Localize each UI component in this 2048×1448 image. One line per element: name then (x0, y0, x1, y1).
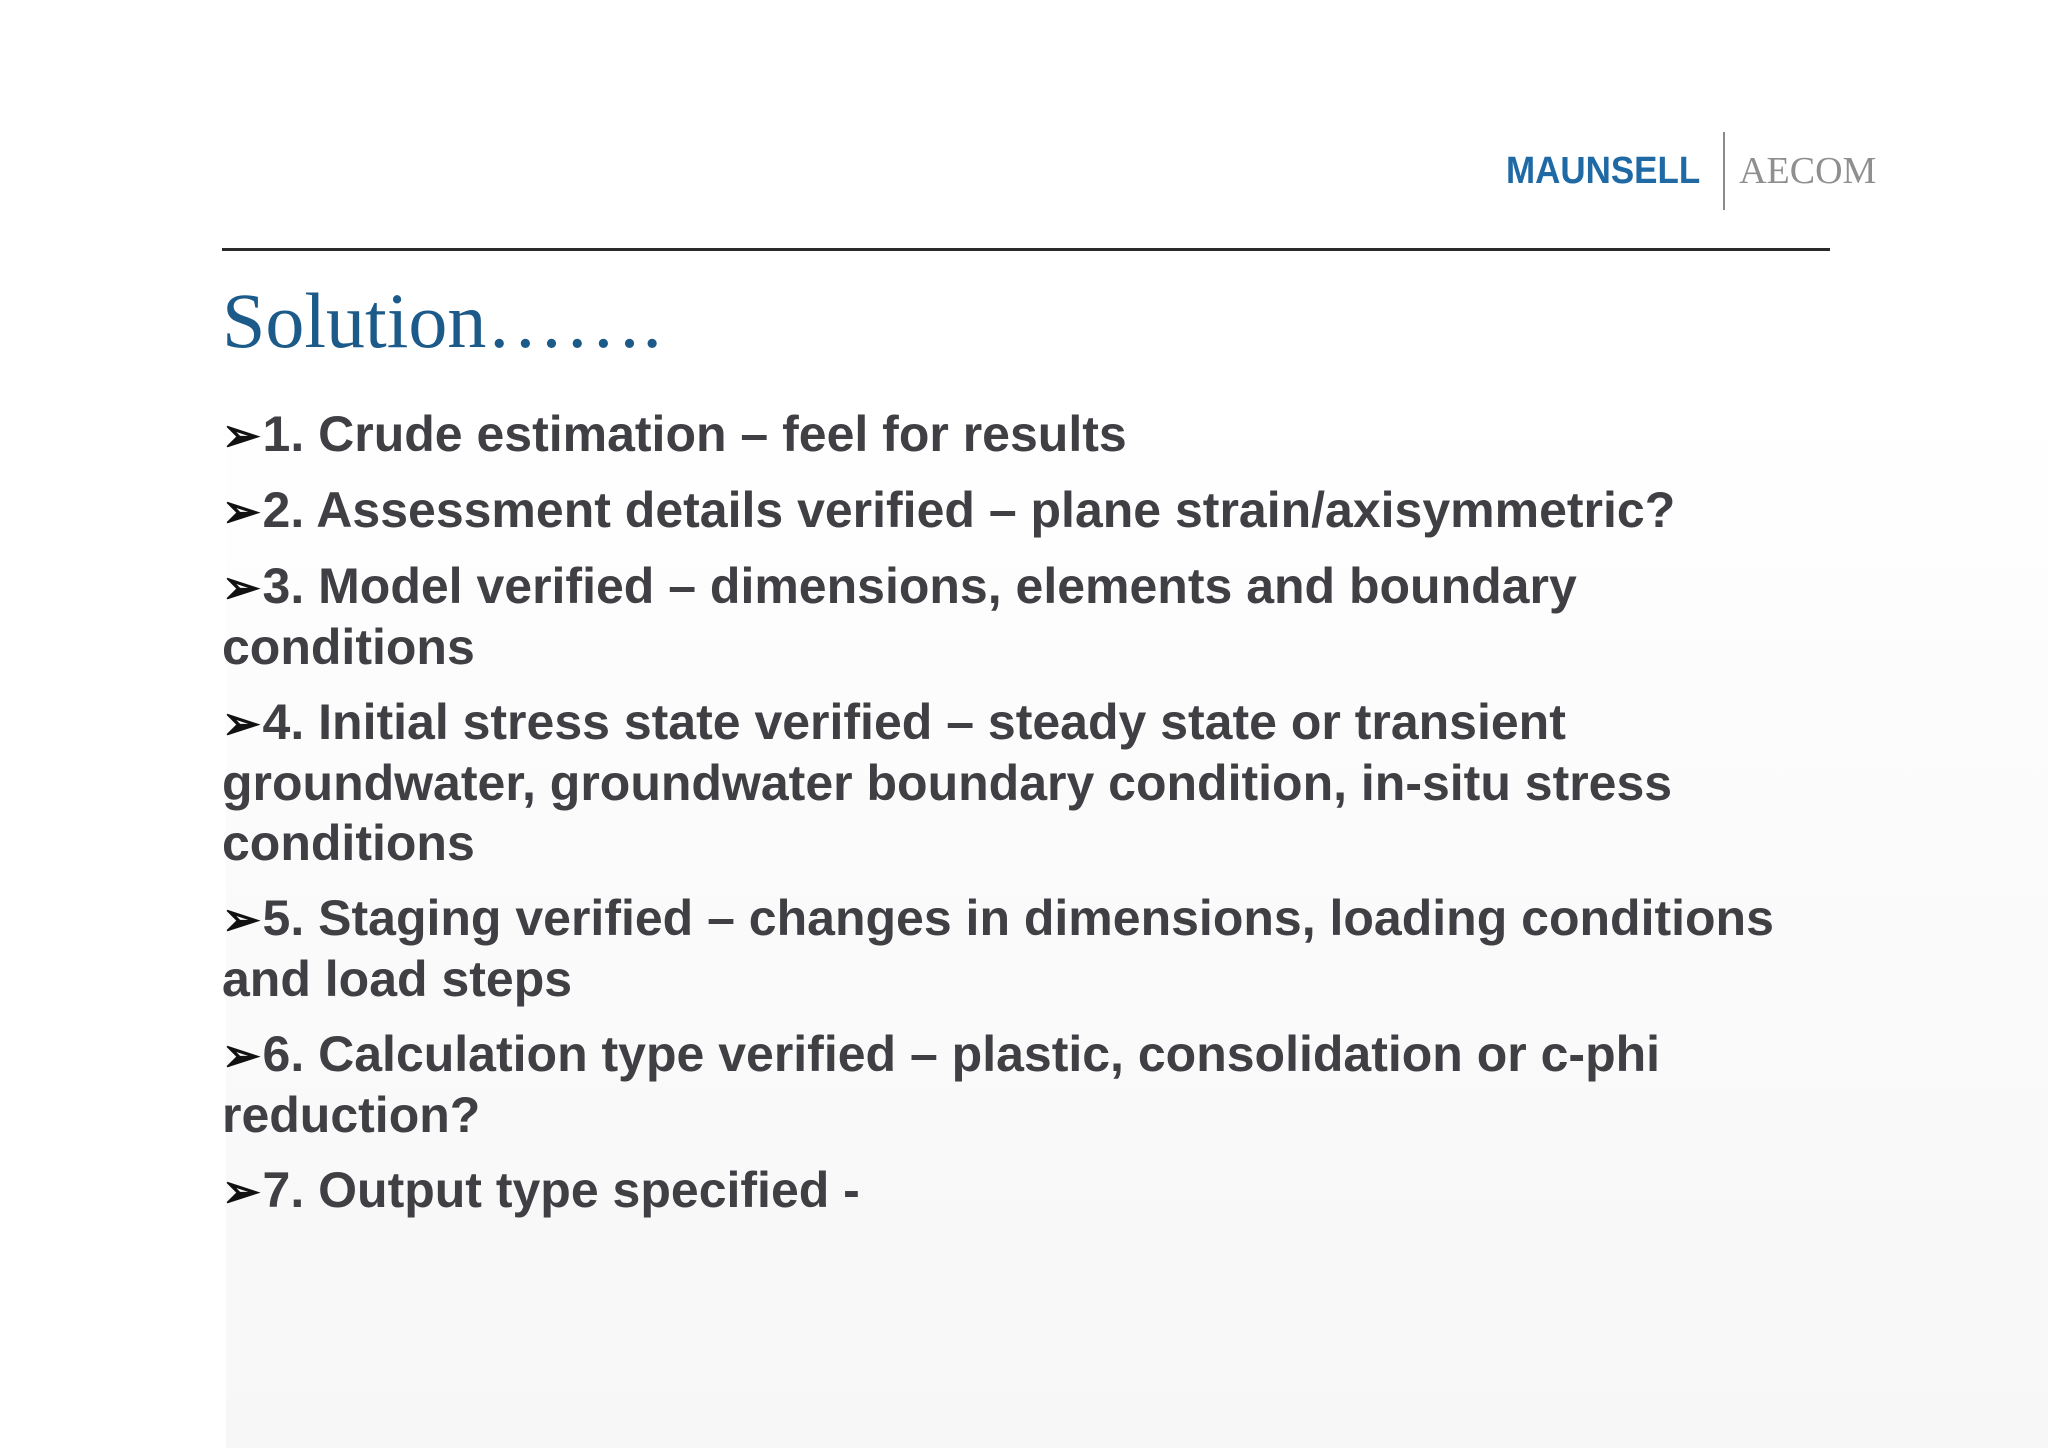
arrowhead-bullet-icon: ➢ (222, 409, 261, 461)
arrowhead-bullet-icon: ➢ (222, 561, 261, 613)
arrowhead-bullet-icon: ➢ (222, 893, 261, 945)
bullet-item (222, 888, 1842, 1009)
bullet-item (222, 1024, 1842, 1145)
logo-primary-text: MAUNSELL (1506, 149, 1701, 192)
bullet-text: 1. Crude estimation – feel for results (262, 406, 1127, 462)
bullet-text: 5. Staging verified – changes in dimensions, loading conditions and load steps (222, 890, 1774, 1007)
bullet-text: 4. Initial stress state verified – steady state or transient groundwater, groundwater boundary condition, in-situ stress conditions (222, 694, 1673, 871)
arrowhead-bullet-icon: ➢ (222, 1165, 261, 1217)
company-logo (1506, 131, 1876, 211)
slide-title: Solution……. (222, 277, 662, 364)
bullet-item (222, 404, 1842, 465)
bullet-item (222, 692, 1842, 873)
bullet-item (222, 556, 1842, 677)
bullet-text: 7. Output type specified - (262, 1162, 860, 1218)
bullet-text: 2. Assessment details verified – plane strain/axisymmetric? (262, 482, 1676, 538)
logo-divider (1723, 132, 1725, 210)
arrowhead-bullet-icon: ➢ (222, 697, 261, 749)
bullet-item (222, 480, 1842, 541)
bullet-text: 3. Model verified – dimensions, elements and boundary conditions (222, 558, 1577, 675)
bullet-list (222, 404, 1842, 1236)
arrowhead-bullet-icon: ➢ (222, 485, 261, 537)
logo-secondary-text: AECOM (1739, 150, 1877, 192)
arrowhead-bullet-icon: ➢ (222, 1029, 261, 1081)
bullet-text: 6. Calculation type verified – plastic, consolidation or c-phi reduction? (222, 1026, 1661, 1143)
header-rule (222, 248, 1830, 251)
bullet-item (222, 1160, 1842, 1221)
